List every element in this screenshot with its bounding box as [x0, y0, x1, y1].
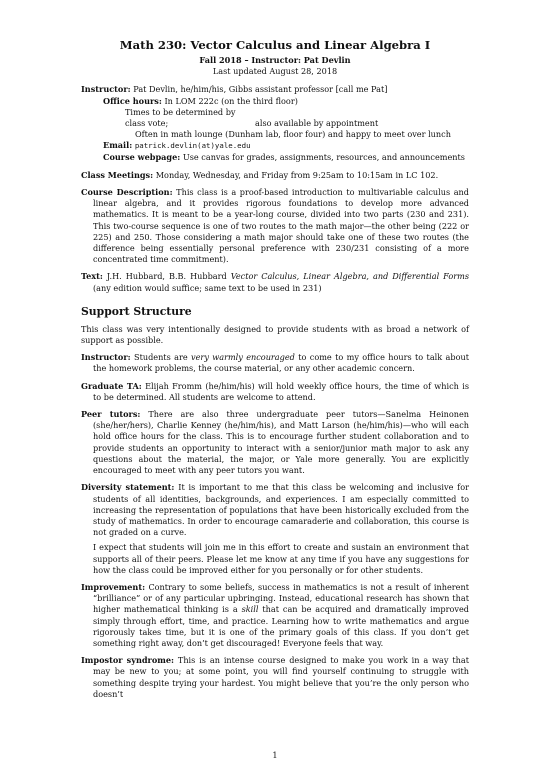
office-hours-value: In LOM 222c (on the third floor)	[164, 95, 298, 106]
support-improvement-emphasis: skill	[241, 604, 259, 615]
support-impostor-label: Impostor syndrome:	[81, 655, 175, 666]
instructor-value: Pat Devlin, he/him/his, Gibbs assistant professor [call me Pat]	[133, 84, 388, 95]
webpage-value: Use canvas for grades, assignments, resources, and announcements	[182, 151, 465, 162]
support-impostor	[81, 655, 469, 700]
course-description-value: This class is a proof-based introduction to multivariable calculus and linear algebra, and it provides rigorous foundations to develop more advanced mathematics. It is meant to be a year-long course, divided into two parts (230 and 231). This two-course sequence is one of two routes to the math major—the other being (222 or 225) and 250. Those considering a math major should take one of these two routes (the difference being essentially personal preference with 230/231 consisting of a more concentrated time commitment).	[93, 187, 469, 265]
textbook-note: (any edition would suffice; same text to be used in 231)	[93, 282, 322, 293]
document-body	[81, 38, 469, 700]
instructor-label: Instructor:	[81, 84, 131, 95]
office-hours-appointment: also available by appointment	[255, 118, 379, 129]
office-hours-line	[81, 96, 469, 107]
course-description-label: Course Description:	[81, 187, 173, 198]
email-line	[81, 140, 469, 151]
class-meetings	[81, 170, 469, 181]
page-title: Math 230: Vector Calculus and Linear Algebra I	[119, 38, 431, 52]
support-instructor	[81, 352, 469, 374]
page-number: 1	[272, 750, 278, 760]
support-peer-label: Peer tutors:	[81, 409, 141, 420]
support-impostor-value: This is an intense course designed to make you work in a way that may be new to you; at some point, you will find yourself continuing to struggle with something despite trying your hardest. You might believe that you’re the only person who doesn’t	[93, 655, 469, 699]
support-ta	[81, 381, 469, 403]
support-instructor-text-b: to come to my office hours to talk about the homework problems, the course material, or any other academic concern.	[93, 352, 469, 374]
support-instructor-text-a: Students are	[134, 352, 188, 363]
class-meetings-label: Class Meetings:	[81, 169, 154, 180]
support-peer-tutors	[81, 409, 469, 476]
office-hours-lounge: Often in math lounge (Dunham lab, floor four) and happy to meet over lunch	[135, 129, 451, 140]
office-hours-vote: Times to be determined by class vote;	[125, 106, 236, 129]
support-improvement-text-b: that can be acquired and dramatically improved simply through effort, time, and practice. Learning how to write mathematics and argue rigorously takes time, but it is one of the primary goals of this class. If you don’t get something right away, don’t get discouraged! Everyone feels that way.	[93, 604, 469, 648]
email-value: patrick.devlin(at)yale.edu	[134, 141, 251, 151]
course-description	[81, 187, 469, 265]
support-peer-value: There are also three undergraduate peer tutors—Sanelma Heinonen (she/her/hers), Charlie Kenney (he/him/his), and Matt Larson (he/him/his)—who will each hold office hours for the class. This is to encourage further student collaboration and to provide students an opportunity to interact with a senior/junior math major to ask any questions about the material, the major, or Yale more generally. You are explicitly encouraged to meet with any peer tutors you want.	[93, 409, 469, 476]
textbook-title: Vector Calculus, Linear Algebra, and Differential Forms	[230, 271, 469, 282]
support-diversity-label: Diversity statement:	[81, 482, 175, 493]
page-subtitle: Fall 2018 – Instructor: Pat Devlin	[199, 55, 351, 65]
office-hours-times	[81, 107, 469, 129]
office-hours-label: Office hours:	[103, 95, 162, 106]
support-intro: This class was very intentionally designed to provide students with as broad a network of support as possible.	[81, 323, 469, 346]
class-meetings-value: Monday, Wednesday, and Friday from 9:25am to 10:15am in LC 102.	[155, 169, 439, 180]
support-improvement-label: Improvement:	[81, 581, 146, 592]
support-ta-label: Graduate TA:	[81, 380, 142, 391]
last-updated: Last updated August 28, 2018	[212, 66, 338, 77]
support-diversity-value: It is important to me that this class be welcoming and inclusive for students of all identities, backgrounds, and experiences. I am especially committed to increasing the representation of populations that have been historically excluded from the study of mathematics. In order to encourage camaraderie and collaboration, this course is not graded on a curve.	[93, 482, 469, 538]
webpage-label: Course webpage:	[103, 151, 181, 162]
email-label: Email:	[103, 140, 133, 151]
support-diversity-p2: I expect that students will join me in this effort to create and sustain an environment that supports all of their peers. Please let me know at any time if you have any suggestions for how the class could be improved either for you personally or for other students.	[93, 542, 469, 575]
textbook-label: Text:	[81, 271, 103, 282]
webpage-line	[81, 152, 469, 163]
support-structure-heading: Support Structure	[81, 304, 192, 318]
support-ta-value: Elijah Fromm (he/him/his) will hold weekly office hours, the time of which is to be determined. All students are welcome to attend.	[93, 380, 469, 402]
textbook	[81, 271, 469, 293]
support-improvement-text-a: Contrary to some beliefs, success in mathematics is not a result of inherent “brilliance” or of any particular upbringing. Instead, educational research has shown that higher mathematical thinking is a	[93, 581, 469, 615]
support-improvement	[81, 582, 469, 649]
support-diversity	[81, 482, 469, 538]
support-instructor-label: Instructor:	[81, 352, 131, 363]
instructor-line	[81, 84, 469, 95]
support-instructor-emphasis: very warmly encouraged	[191, 352, 295, 363]
textbook-authors: J.H. Hubbard, B.B. Hubbard	[106, 271, 227, 282]
